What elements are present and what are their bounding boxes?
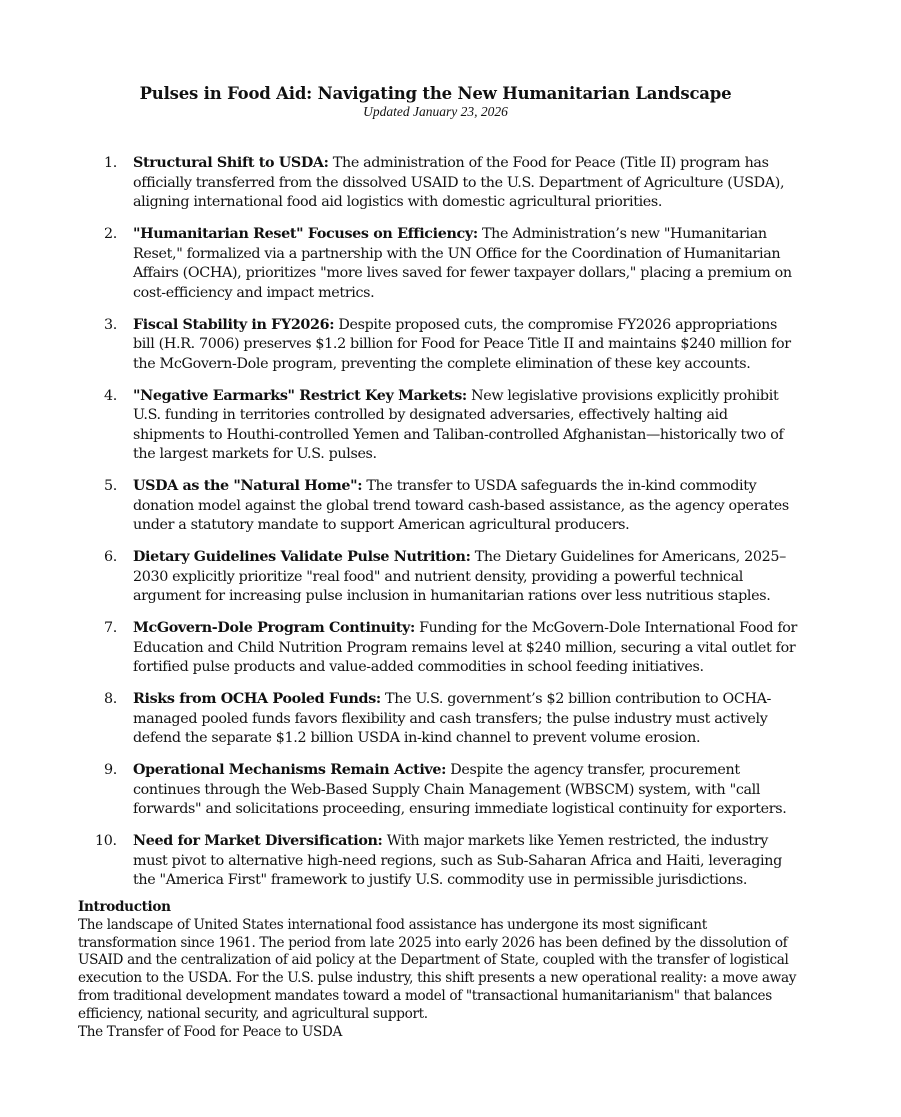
- document-title: Pulses in Food Aid: Navigating the New Humanitarian Landscape: [139, 84, 732, 103]
- introduction-heading: Introduction: [78, 899, 171, 915]
- item-text: Despite proposed cuts, the compromise FY2026 appropriations bill (H.R. 7006) preserves $1.2 billion for Food for Peace Title II and maintains $240 million for the McGovern-Dole program, preventing the complete elimination of these key accounts.: [133, 316, 791, 372]
- item-text: With major markets like Yemen restricted, the industry must pivot to alternative high-need regions, such as Sub-Saharan Africa and Haiti, leveraging the "America First" framework to justify U.S. commodity use in permissible jurisdictions.: [133, 833, 782, 888]
- item-text: The Administration’s new "Humanitarian Reset," formalized via a partnership with the UN Office for the Coordination of Humanitarian Affairs (OCHA), prioritizes "more lives saved for fewer taxpayer dollars," placing a premium on cost-efficiency and impact metrics.: [133, 226, 792, 301]
- list-item: [100, 690, 800, 749]
- item-lead: Dietary Guidelines Validate Pulse Nutrition:: [133, 549, 471, 565]
- list-item: [100, 316, 800, 375]
- list-item: [100, 387, 800, 465]
- item-text: New legislative provisions explicitly prohibit U.S. funding in territories controlled by designated adversaries, effectively halting aid shipments to Houthi-controlled Yemen and Taliban-controlled Afghanistan—historically two of the largest markets for U.S. pulses.: [133, 387, 784, 462]
- introduction-section: [78, 899, 808, 1041]
- item-number: 3.: [104, 316, 117, 333]
- item-lead: Need for Market Diversification:: [133, 833, 383, 849]
- item-text: The Dietary Guidelines for Americans, 2025–2030 explicitly prioritize "real food" and nutrient density, providing a powerful technical argument for increasing pulse inclusion in humanitarian rations over less nutritious staples.: [133, 549, 786, 604]
- item-lead: USDA as the "Natural Home":: [133, 478, 363, 494]
- item-text: Funding for the McGovern-Dole International Food for Education and Child Nutrition Program remains level at $240 million, securing a vital outlet for fortified pulse products and value-added commodities in school feeding initiatives.: [133, 620, 798, 675]
- list-item: [95, 832, 800, 891]
- item-lead: "Humanitarian Reset" Focuses on Efficiency:: [133, 226, 478, 242]
- item-lead: Operational Mechanisms Remain Active:: [133, 762, 447, 778]
- item-text: The U.S. government’s $2 billion contribution to OCHA-managed pooled funds favors flexibility and cash transfers; the pulse industry must actively defend the separate $1.2 billion USDA in-kind channel to prevent volume erosion.: [133, 691, 772, 746]
- item-number: 6.: [104, 549, 117, 565]
- next-section-heading: The Transfer of Food for Peace to USDA: [78, 1023, 342, 1040]
- item-text: Despite the agency transfer, procurement continues through the Web-Based Supply Chain Management (WBSCM) system, with "call forwards" and solicitations proceeding, ensuring immediate logistical continuity for exporters.: [133, 762, 787, 817]
- updated-date: Updated January 23, 2026: [363, 104, 508, 119]
- item-number: 1.: [104, 155, 117, 171]
- item-number: 4.: [104, 387, 117, 404]
- item-text: The transfer to USDA safeguards the in-kind commodity donation model against the global trend toward cash-based assistance, as the agency operates under a statutory mandate to support American agricultural producers.: [133, 478, 789, 533]
- item-number: 9.: [104, 762, 117, 778]
- item-number: 2.: [104, 226, 117, 242]
- list-item: [100, 477, 800, 536]
- item-lead: Structural Shift to USDA:: [133, 155, 329, 171]
- key-points-list: [95, 154, 800, 903]
- item-lead: "Negative Earmarks" Restrict Key Markets:: [133, 387, 467, 404]
- item-number: 7.: [104, 620, 117, 636]
- item-text: The administration of the Food for Peace (Title II) program has officially transferred from the dissolved USAID to the U.S. Department of Agriculture (USDA), aligning international food aid logistics with domestic agricultural priorities.: [133, 155, 785, 210]
- item-number: 5.: [104, 478, 117, 494]
- list-item: [100, 619, 800, 678]
- list-item: [100, 225, 800, 303]
- list-item: [100, 548, 800, 607]
- introduction-body: The landscape of United States international food assistance has undergone its most significant transformation since 1961. The period from late 2025 into early 2026 has been defined by the dissolution of USAID and the centralization of aid policy at the Department of State, coupled with the transfer of logistical execution to the USDA. For the U.S. pulse industry, this shift presents a new operational reality: a move away from traditional development mandates toward a model of "transactional humanitarianism" that balances efficiency, national security, and agricultural support.: [78, 916, 797, 1022]
- item-number: 8.: [104, 691, 117, 707]
- item-lead: Fiscal Stability in FY2026:: [133, 316, 335, 333]
- item-lead: Risks from OCHA Pooled Funds:: [133, 691, 381, 707]
- list-item: [100, 761, 800, 820]
- item-number: 10.: [95, 833, 117, 849]
- item-lead: McGovern-Dole Program Continuity:: [133, 620, 415, 636]
- list-item: [100, 154, 800, 213]
